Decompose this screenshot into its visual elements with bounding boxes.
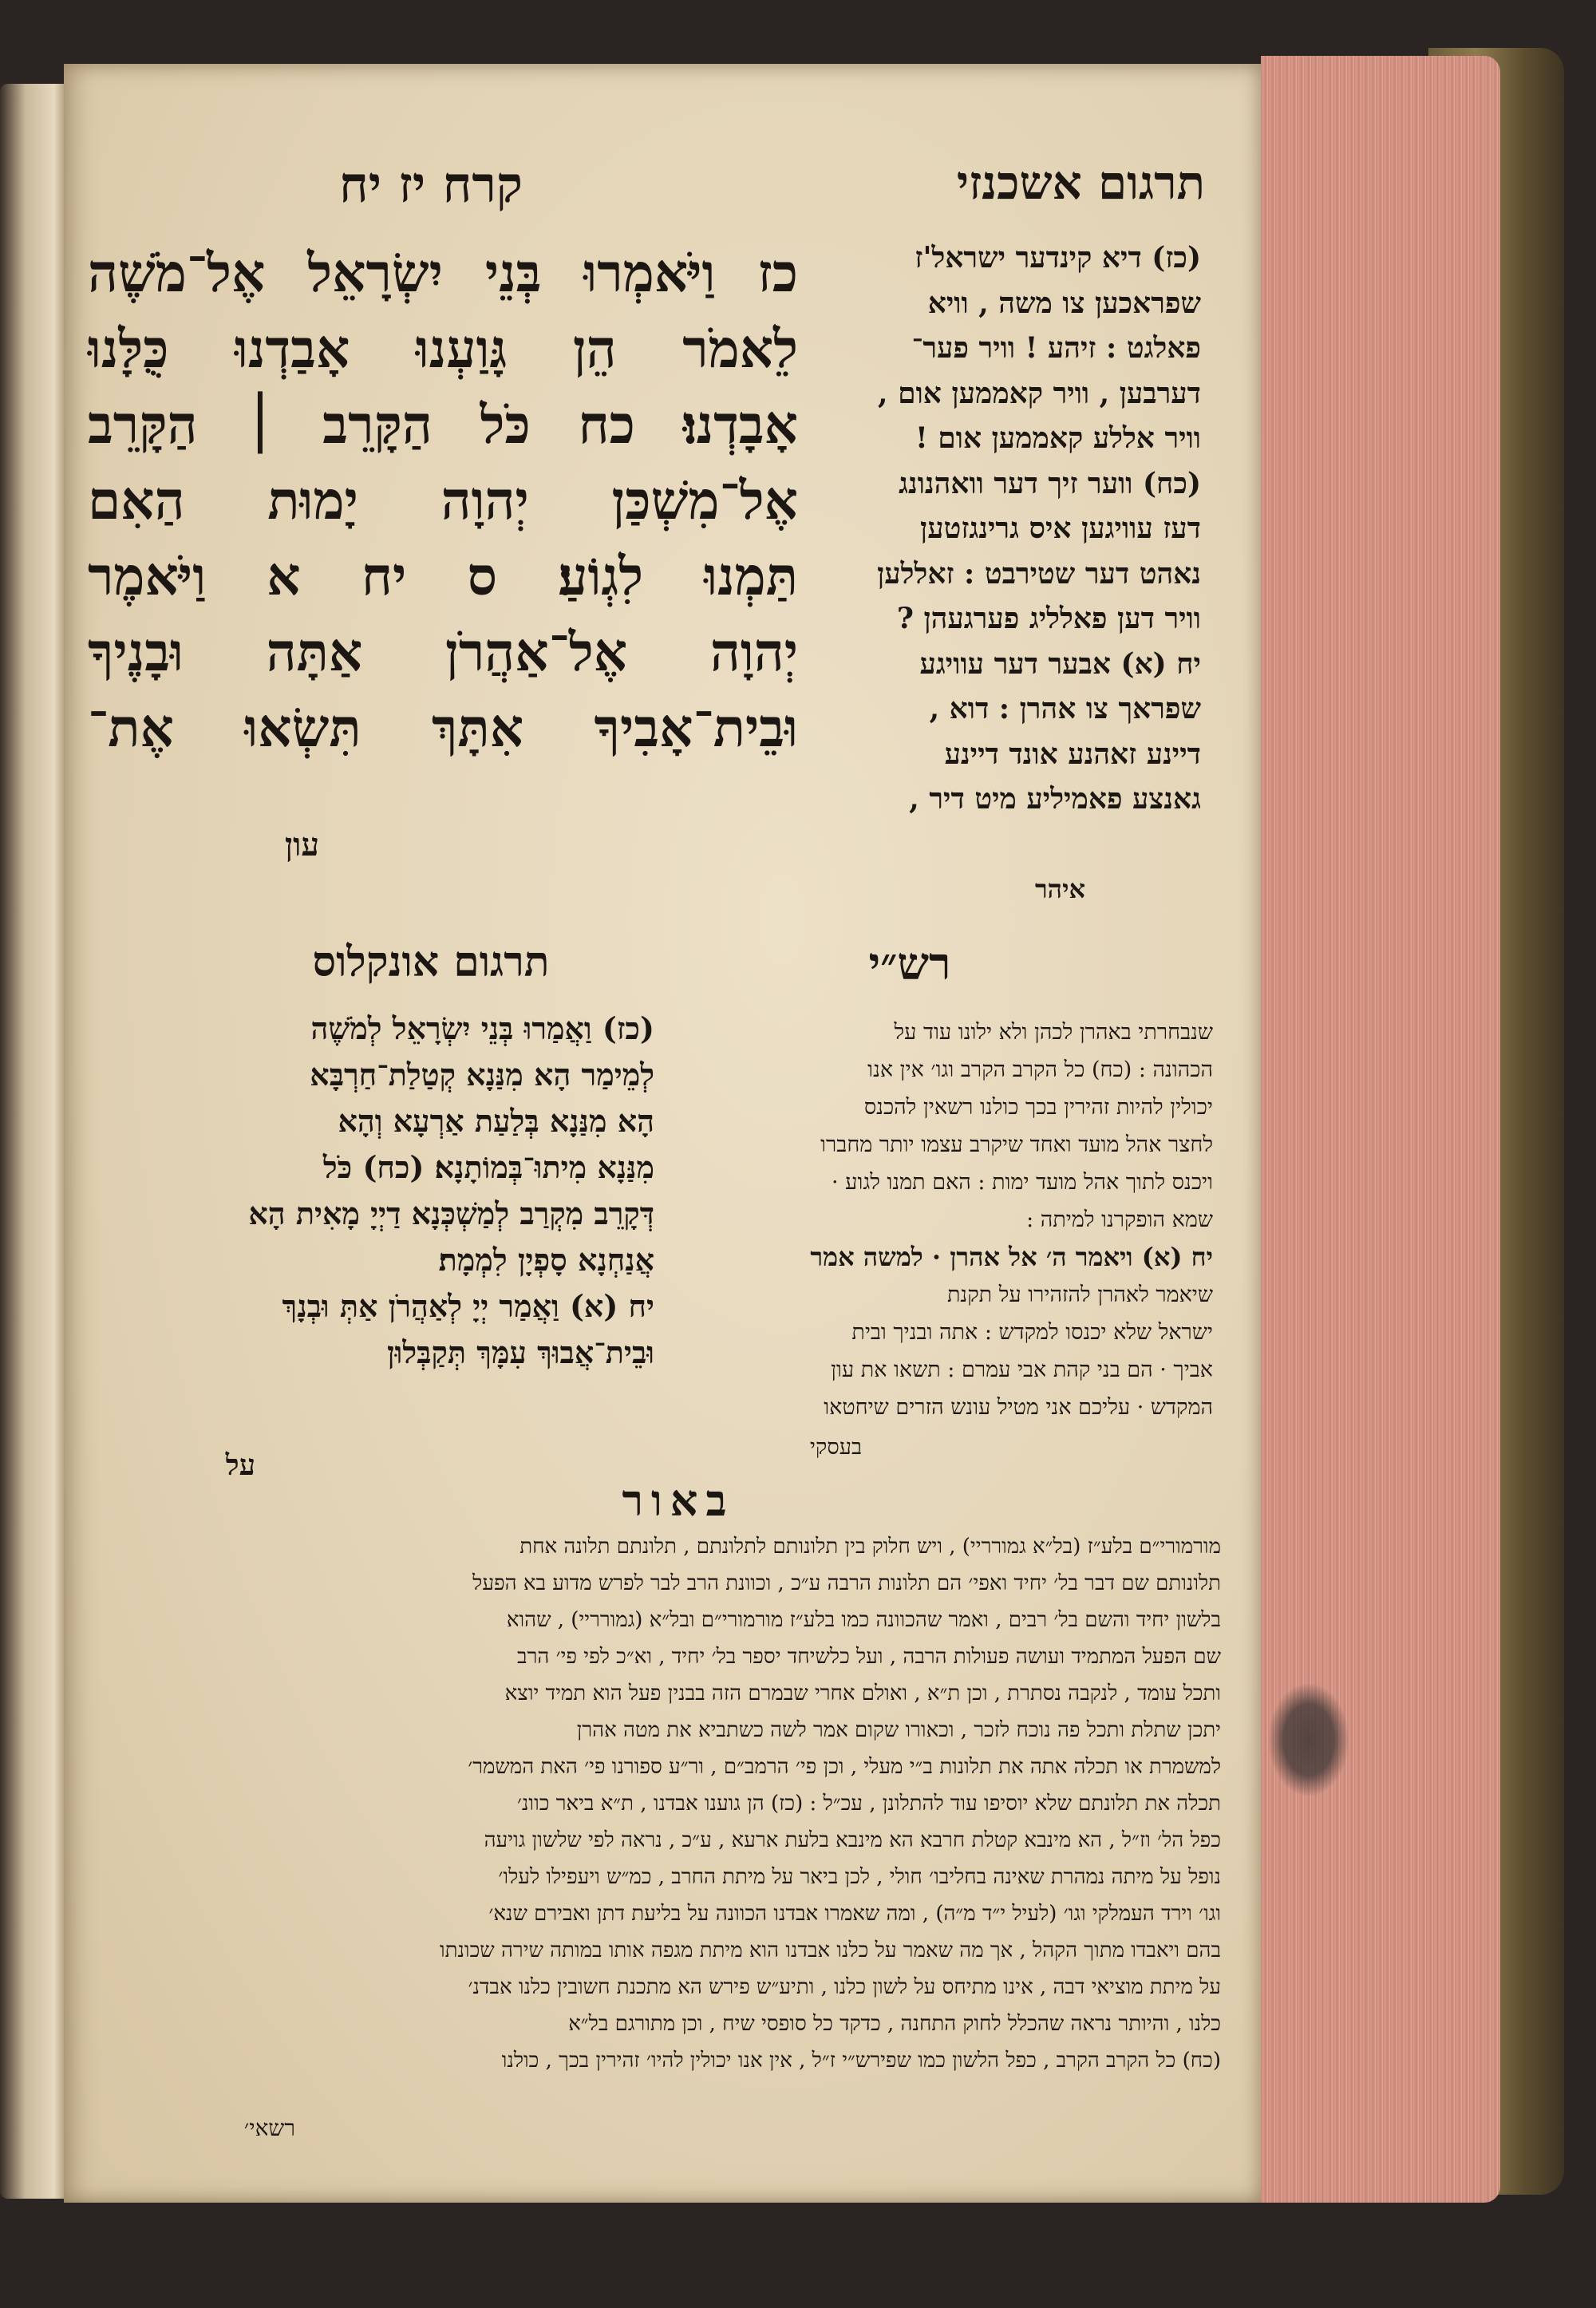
translation-line: (כח) ווער זיך דער וואהנונג [899, 466, 1201, 500]
biur-line: למשמרת או תכלה אתה את תלונות ב״י מעלי , וכן פי׳ הרמב״ם , ור״ע ספורנו פי׳ האת המשמר׳ [468, 1755, 1221, 1779]
translation-line: דיינע זאהנע אונד דיינע [944, 737, 1201, 771]
rashi-line: יכולין להיות זהירין בכך כולנו רשאין להכנס [863, 1095, 1213, 1120]
library-stamp-mark [1269, 1684, 1349, 1796]
rashi-line: יח (א) ויאמר ה׳ אל אהרן · למשה אמר [810, 1242, 1213, 1272]
translation-line: וויר אללע קאממען אום ! [915, 421, 1201, 455]
biur-line: ותכל עומד , לנקבה נסתרת , וכן ת״א , ואולם אחרי שבמרם הזה בבנין פעל הוא תמיד יוצא [504, 1682, 1221, 1705]
translation-line: (כז) דיא קינדער ישראל'ז [915, 241, 1201, 275]
onkelos-line: דְּקָרֵב מִקְרַב לְמַשְׁכְּנָא דַיְיָ מָאִית הָא [248, 1195, 654, 1231]
translation-line: דעז עוויגען איס גרינגזטען [920, 512, 1201, 545]
torah-line: אָבָדְנוּ׃ כח כֹּל הַקָּרֵב ׀ הַקָּרֵב [88, 393, 798, 456]
biur-line: מורמורי״ם בלע״ז (בל״א גמורריי) , ויש חלוק בין תלונותם לתלונתם , תלונתם תלונה אחת [519, 1535, 1221, 1559]
biur-column [104, 1528, 1221, 2079]
onkelos-line: יח (א) וַאֲמַר יְיָ לְאַהֲרֹן אַתְּ וּבְנָךְ [282, 1288, 654, 1324]
torah-line: כז וַיֹּאמְרוּ בְּנֵי יִשְׂרָאֵל אֶל־מֹשֶׁה [88, 242, 798, 304]
onkelos-catchword: על [225, 1448, 255, 1482]
translation-line: יח (א) אבער דער עוויגע [919, 646, 1201, 681]
rashi-line: שנבחרתי באהרן לכהן ולא ילונו עוד על [894, 1020, 1213, 1045]
torah-line: לֵאמֹר הֵן גָּוַעְנוּ אָבַדְנוּ כֻּלָּנוּ [88, 318, 798, 380]
biur-line: על מיתת מוציאי דבה , אינו מתיחס על לשון כלנו , ותיע״ש פירש הא מתכנת חשובין כלנו אבדנ׳ [468, 1975, 1221, 1999]
onkelos-line: הָא מִנַּנָא בְּלַעַת אַרְעָא וְהָא [338, 1103, 654, 1139]
torah-line: תַּמְנוּ לִגְוֹעַ׃ ס יח א וַיֹּאמֶר [88, 545, 798, 607]
biur-line: תלונותם שם דבר בל׳ יחיד ואפי׳ הם תלונות הרבה ע״כ , וכוונת הרב לבר לפרש מדוע בא הפעל [472, 1571, 1221, 1595]
rashi-line: שיאמר לאהרן להזהירו על תקנת [946, 1282, 1213, 1307]
onkelos-line: אֲנַחְנָא סָפְיָן לִמְמָת׃ [438, 1242, 654, 1278]
rashi-line: המקדש · עליכם אני מטיל עונש הזרים שיחטאו [824, 1395, 1213, 1420]
onkelos-line: וּבֵית־אֲבוּךְ עִמָּךְ תְּקַבְּלוּן [387, 1334, 654, 1370]
biur-line: בהם ויאבדו מתוך הקהל , אך מה שאמר על כלנו אבדנו הוא מיתת מגפה אותו במותה שירה שכונתו [439, 1938, 1221, 1962]
onkelos-line: לְמֵימַר הָא מִנַּנָא קְטַלַת־חַרְבָּא [310, 1057, 654, 1093]
rashi-line: אביך · הם בני קהת אבי עמרם : תשאו את עון [831, 1358, 1213, 1382]
running-header-translation: תרגום אשכנזי [956, 156, 1205, 210]
translation-line: וויר דען פאלליג פערגעהן ? [896, 602, 1201, 635]
rashi-header: רש״י [868, 938, 951, 990]
biur-line: וגו׳ וירד העמלקי וגו׳ (לעיל י״ד מ״ה) , ומה שאמרו אבדנו הכוונה על בליעת דתן ואבירם שנא׳ [488, 1902, 1221, 1926]
rashi-line: ויכנס לתוך אהל מועד ימות : האם תמנו לגוע · [832, 1170, 1213, 1195]
rashi-line: שמא הופקרנו למיתה : [1026, 1207, 1213, 1232]
biur-line: כפל הל׳ וז״ל , הא מינבא קטלת חרבא הא מינבא בלעת ארעא , ע״כ , נראה לפי שלשון גויעה [484, 1828, 1221, 1852]
running-header-chapter: קרח יז יח [339, 156, 523, 214]
biur-line: (כח) כל הקרב הקרב , כפל הלשון כמו שפירש״י ז״ל , אין אנו יכולין להיו׳ זהירין בכך , כולנו [501, 2049, 1221, 2073]
biur-line: יתכן שתלת ותכל פה נוכח לזכר , וכאורו שקום אמר לשה כשתביא את מטה אהרן [576, 1718, 1221, 1742]
onkelos-header: תרגום אונקלוס [312, 938, 550, 986]
translation-line: דערבען , וויר קאממען אום , [878, 376, 1201, 410]
biur-catchword: רשאי׳ [243, 2115, 295, 2141]
torah-line: יְהוָה אֶל־אַהֲרֹן אַתָּה וּבָנֶיךָ [88, 621, 798, 683]
translation-line: שפראכען צו משה , וויא [927, 286, 1201, 320]
translation-line: פאלגט : זיהע ! וויר פער־ [911, 331, 1201, 365]
biur-header: באור [622, 1475, 735, 1526]
torah-catchword: עון [284, 826, 319, 864]
facing-page-edge [0, 84, 64, 2199]
onkelos-column [144, 1006, 654, 1376]
rashi-line: הכהונה : (כח) כל הקרב הקרב וגו׳ אין אנו [867, 1057, 1213, 1082]
torah-line: וּבֵית־אָבִיךָ אִתָּךְ תִּשְׂאוּ אֶת־ [88, 697, 798, 759]
rashi-catchword: בעסקי [809, 1435, 862, 1460]
rashi-line: ישראל שלא יכנסו למקדש : אתה ובניך ובית [851, 1320, 1213, 1345]
biur-line: תכלה את תלונתם שלא יוסיפו עוד להתלונן , עכ״ל : (כז) הן גוענו אבדנו , ת״א ביאר כוונ׳ [516, 1792, 1221, 1816]
onkelos-line: (כז) וַאֲמַרוּ בְּנֵי יִשְׂרָאֵל לְמֹשֶׁה [310, 1010, 654, 1046]
translation-catchword: איהר [1034, 874, 1085, 904]
translation-line: גאנצע פאמיליע מיט דיר , [909, 782, 1201, 816]
biur-line: בלשון יחיד והשם בל׳ רבים , ואמר שהכוונה כמו בלע״ז מורמורי״ם ובל״א (גמורריי) , שהוא [506, 1608, 1221, 1632]
onkelos-line: מִנַּנָא מִיתוּ־בְּמוֹתָנָא׃ (כח) כֹּל [322, 1149, 654, 1185]
page-fore-edge [1261, 56, 1500, 2203]
ashkenazi-translation-column [818, 235, 1201, 822]
biur-line: שם הפעל המתמיד ועושה פעולות הרבה , ועל כלשיחד יספר בל׳ יחיד , וא״כ לפי פי׳ הרב [517, 1645, 1221, 1669]
rashi-line: לחצר אהל מועד ואחד שיקרב עצמו יותר מחברו [820, 1132, 1213, 1157]
torah-line: אֶל־מִשְׁכַּן יְהוָה יָמוּת הַאִם [88, 469, 798, 532]
torah-text-column [88, 235, 798, 766]
rashi-column [622, 1014, 1213, 1426]
translation-line: שפראך צו אהרן : דוא , [929, 692, 1201, 725]
translation-line: נאהט דער שטירבט : זאללען [877, 556, 1201, 591]
biur-line: כלנו , והיותר נראה שהכלל לחוק התחנה , כדקד כל סופסי שיח , וכן מתורגם בל״א [568, 2012, 1221, 2036]
biur-line: נופל על מיתה נמהרת שאינה בחליבו׳ חולי , לכן ביאר על מיתת החרב , כמ״ש ויעפילו לעלו׳ [498, 1865, 1221, 1889]
book-page [64, 64, 1261, 2203]
